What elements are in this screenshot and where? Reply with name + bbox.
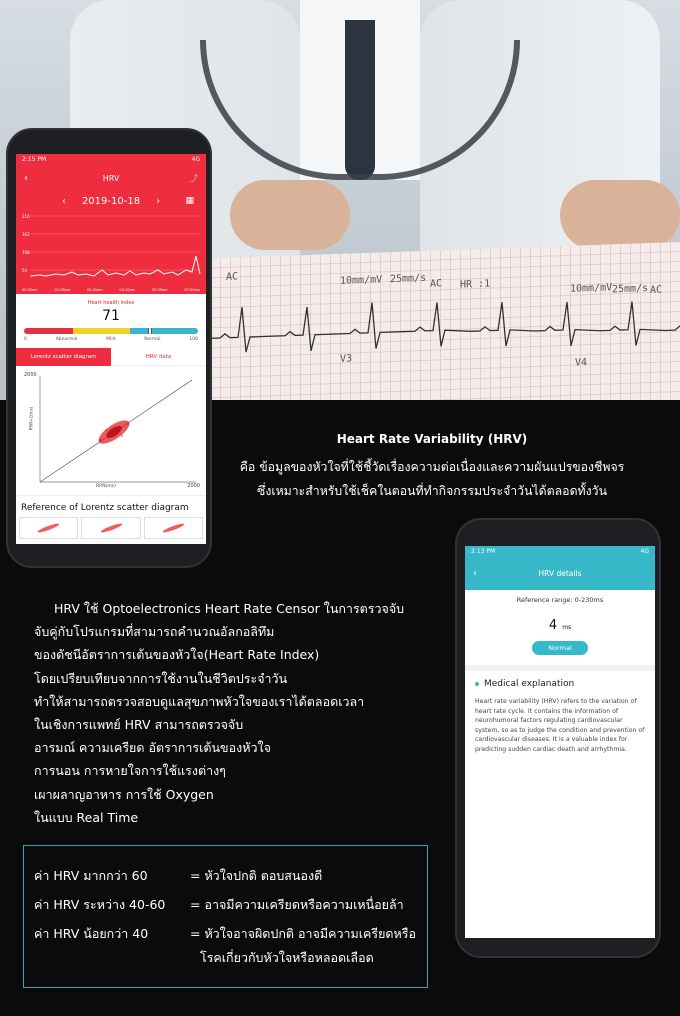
chart-y-label: 108 <box>22 250 30 255</box>
hhi-marker <box>148 328 152 334</box>
scatter-y-label: RRN+1(ms) <box>28 406 34 431</box>
chart-x-label: 07:00am <box>184 288 200 292</box>
scatter-y-max: 2000 <box>24 372 37 378</box>
phone2-navbar <box>465 558 655 588</box>
paragraph-line: โดยเปรียบเทียบจากการใช้งานในชีวิตประจำวัน <box>34 670 288 686</box>
status-signal: 4G <box>640 548 649 555</box>
chart-x-label: 02:40am <box>86 288 103 292</box>
hrv-description-line: ซึ่งเหมาะสำหรับใช้เช็คในตอนที่ทำกิจกรรมประจำวันได้ตลอดทั้งวัน <box>257 484 607 498</box>
ecg-paper <box>200 241 680 400</box>
reference-thumbnail[interactable] <box>19 517 78 539</box>
ecg-label: V4 <box>575 357 588 369</box>
paragraph-line: ของดัชนีอัตราการเต้นของหัวใจ(Heart Rate Index) <box>34 647 320 663</box>
hrv-value-unit: ms <box>562 624 572 631</box>
phone1-navbar <box>16 166 206 190</box>
reference-thumbnail[interactable] <box>81 517 140 539</box>
hrv-value-number: 4 <box>548 618 558 633</box>
ecg-label: AC <box>650 284 663 297</box>
hhi-value: 71 <box>102 308 120 324</box>
hhi-scale-label: Normal <box>144 337 161 342</box>
hrv-description <box>220 455 644 503</box>
hhi-scale-label: Mild <box>106 337 116 342</box>
hrv-range-label: ค่า HRV น้อยกว่า 40 <box>34 926 149 941</box>
hrv-line <box>16 212 206 286</box>
status-signal: 4G <box>191 156 200 163</box>
scatter-x-max: 2000 <box>187 483 200 489</box>
reference-title: Reference of Lorentz scatter diagram <box>21 503 189 513</box>
chart-x-label: 05:39am <box>151 288 168 292</box>
status-badge: Normal <box>532 641 588 655</box>
hhi-scale <box>24 337 198 342</box>
hrv-range-label: ค่า HRV ระหว่าง 40-60 <box>34 897 166 912</box>
doctor-hand-right <box>560 180 680 250</box>
hrv-value <box>465 614 655 633</box>
phone2-header <box>465 546 655 590</box>
chart-y-label: 162 <box>22 232 30 237</box>
ecg-label: AC <box>430 278 443 290</box>
tab-hrv-data[interactable]: HRV data <box>111 348 206 366</box>
back-arrow-icon[interactable]: ‹ <box>473 567 477 579</box>
paragraph-line: ในเชิงการแพทย์ HRV สามารถตรวจจับ <box>34 717 244 733</box>
share-icon[interactable]: ⤴ <box>190 173 198 183</box>
status-time: 2:15 PM <box>22 156 47 163</box>
reference-thumbnail[interactable] <box>144 517 203 539</box>
medical-explanation-body: Heart rate variability (HRV) refers to the variation of heart rate cycle. It contains the information of neurohumoral factors regulating cardiovascular system, so as to judge the condition and prevention of cardiovascular diseases. It is a valuable index for predicting sudden cardiac death and arrhythmia. <box>475 698 645 754</box>
ecg-label: V3 <box>340 353 353 365</box>
bullet-icon <box>475 682 479 686</box>
reference-thumbnails <box>16 517 206 539</box>
hhi-scale-label: Abnormal <box>55 337 78 342</box>
date-selector <box>16 190 206 212</box>
chart-y-label: 54 <box>22 268 28 273</box>
heart-health-index <box>16 294 206 342</box>
hrv-range-desc: = หัวใจปกติ ตอบสนองดี <box>190 868 323 883</box>
scatter-canvas <box>16 366 206 496</box>
ecg-label: HR :1 <box>460 278 491 291</box>
ecg-label: 25mm/s <box>612 283 649 296</box>
chart-y-label: 216 <box>22 214 30 219</box>
hrv-range-label: ค่า HRV มากกว่า 60 <box>34 868 148 883</box>
phone1-tabs <box>16 348 206 366</box>
ecg-label: 25mm/s <box>390 272 427 286</box>
hhi-label: Heart health index <box>87 300 135 306</box>
ecg-label: AC <box>226 271 239 283</box>
calendar-icon[interactable]: ▦ <box>185 196 194 206</box>
hrv-description-line: คือ ข้อมูลของหัวใจที่ใช้ชี้วัดเรื่องความต่อเนื่องและความผันแปรของชีพจร <box>239 460 625 474</box>
paragraph-line: ในแบบ Real Time <box>34 809 139 825</box>
hrv-range-desc: = อาจมีความเครียดหรือความเหนื่อยล้า <box>190 897 404 912</box>
hrv-line-chart <box>16 212 206 292</box>
status-time: 2:13 PM <box>471 548 496 555</box>
medical-explanation-title <box>475 679 645 689</box>
chart-x-label: 04:10am <box>119 288 136 292</box>
paragraph-line: เผาผลาญอาหาร การใช้ Oxygen <box>34 786 214 802</box>
paragraph-line: จับคู่กับโปรแกรมที่สามารถคำนวณอัลกอลิทึม <box>34 624 275 640</box>
hrv-range-desc: = หัวใจอาจผิดปกติ อาจมีความเครียดหรือ <box>190 926 417 941</box>
paragraph-line: ทำให้สามารถตรวจสอบดูแลสุขภาพหัวใจของเราได้ตลอดเวลา <box>34 693 365 709</box>
paragraph-line: การนอน การหายใจการใช้แรงต่างๆ <box>34 763 226 779</box>
hhi-bar-abnormal <box>24 328 73 334</box>
reference-range: Reference range: 0-230ms <box>516 596 604 604</box>
phone-hrv-screen <box>6 128 212 568</box>
paragraph-line: HRV ใช้ Optoelectronics Heart Rate Censor ในการตรวจจับ <box>54 601 405 616</box>
chart-x-label: 01:26am <box>54 288 71 292</box>
chart-x-labels <box>22 288 200 292</box>
hhi-scale-label: 100 <box>189 337 198 342</box>
date-label: 2019-10-18 <box>81 195 141 207</box>
hrv-range-desc: โรคเกี่ยวกับหัวใจหรือหลอดเลือด <box>200 950 374 965</box>
hhi-bar-normal <box>130 328 198 334</box>
phone1-screen <box>16 154 206 544</box>
next-date-icon[interactable]: › <box>156 195 161 207</box>
hhi-bar <box>24 328 198 334</box>
nav-title: HRV details <box>538 568 582 578</box>
lorentz-scatter-plot <box>16 366 206 496</box>
phone1-header <box>16 154 206 294</box>
hrv-range-box <box>23 845 428 988</box>
nav-title: HRV <box>102 173 120 183</box>
hrv-paragraph <box>34 597 434 829</box>
hrv-heading: Heart Rate Variability (HRV) <box>336 432 528 446</box>
hhi-scale-label: 0 <box>24 337 27 342</box>
ecg-label: 10mm/mV <box>570 282 613 295</box>
phone-hrv-details <box>455 518 661 958</box>
phone2-screen <box>465 546 655 938</box>
prev-date-icon[interactable]: ‹ <box>61 195 66 207</box>
ecg-trace <box>200 241 680 400</box>
hhi-bar-mild <box>73 328 130 334</box>
back-arrow-icon[interactable]: ‹ <box>24 172 28 184</box>
medical-explanation <box>465 671 655 755</box>
scatter-x-label: RRN(ms) <box>96 484 116 489</box>
tab-lorentz-scatter[interactable]: Lorentz scatter diagram <box>16 348 111 366</box>
chart-x-label: 00:00am <box>22 288 38 292</box>
paragraph-line: อารมณ์ ความเครียด อัตราการเต้นของหัวใจ <box>34 740 271 756</box>
ecg-label: 10mm/mV <box>340 274 383 287</box>
doctor-hand-left <box>230 180 350 250</box>
medical-explanation-heading: Medical explanation <box>484 679 575 689</box>
status-bar <box>465 546 655 558</box>
status-bar <box>16 154 206 166</box>
